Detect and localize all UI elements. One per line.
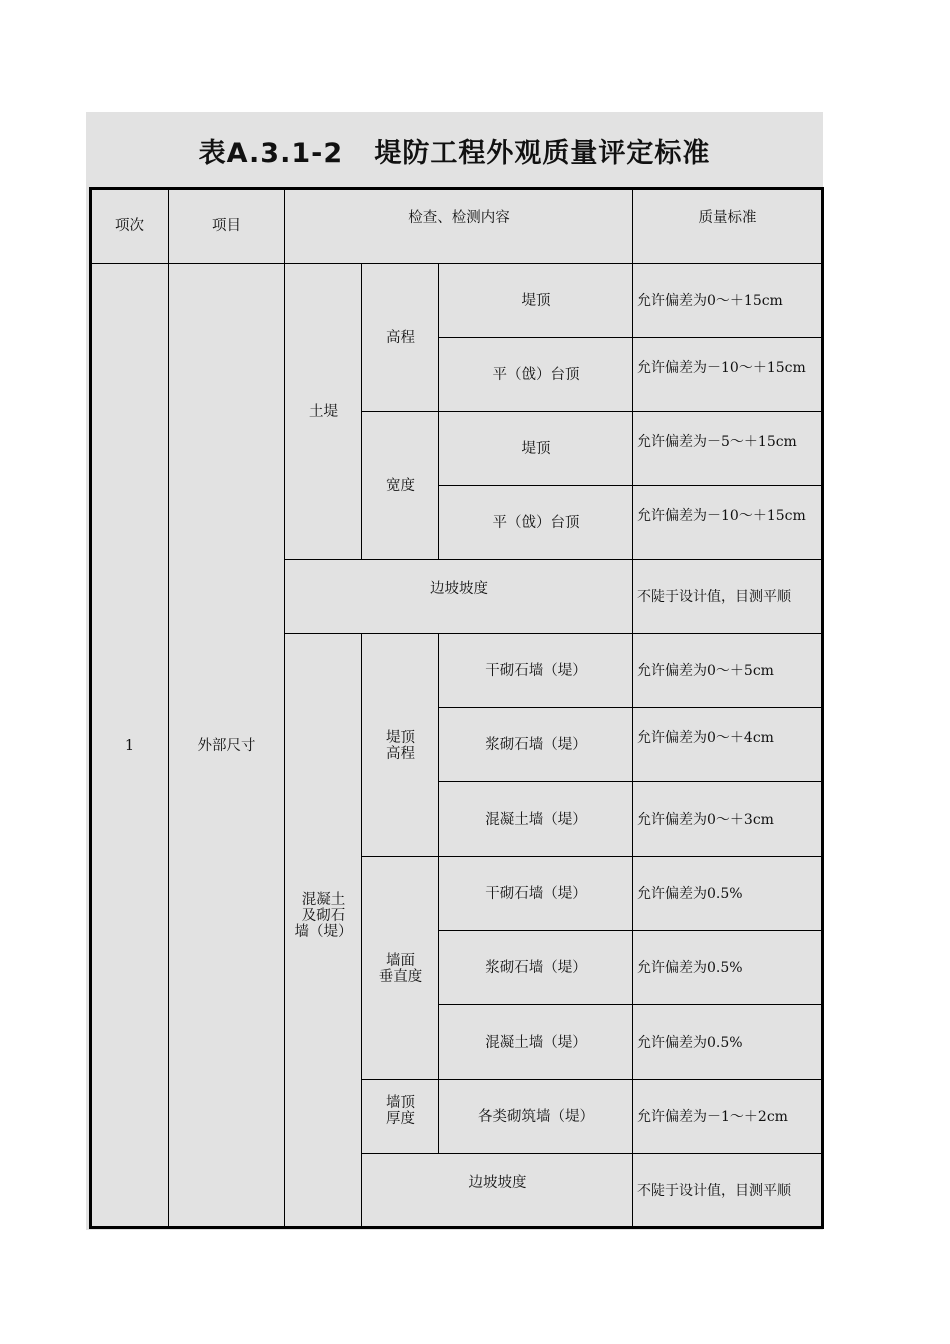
table-border-top [89,187,824,190]
subgroup-elevation: 高程 [386,330,415,346]
grid-line [362,856,822,857]
subgroup-width: 宽度 [386,478,415,494]
grid-line [438,264,439,560]
standard-cell: 允许偏差为0～＋15cm [637,293,783,309]
crest-label-line1: 堤顶 [386,729,415,746]
standard-cell: 允许偏差为－1～＋2cm [637,1109,788,1125]
grid-line [439,337,822,338]
table-border-right [821,187,824,1229]
standard-cell: 允许偏差为0.5% [637,1034,743,1051]
grid-line [284,190,285,1227]
grid-line [439,781,822,782]
subgroup-crest-thickness [362,1080,439,1154]
standard-cell: 允许偏差为－10～＋15cm [637,508,806,524]
grid-line [168,190,169,1227]
crest-label-line2: 高程 [386,745,415,762]
content-cell: 浆砌石墙（堤） [485,960,587,976]
standard-cell: 允许偏差为0～＋3cm [637,811,774,828]
standard-cell: 允许偏差为0.5% [637,960,743,976]
wall-label-line1: 混凝土 [301,892,346,908]
grid-line [439,707,822,708]
grid-line [632,190,633,1227]
standard-cell: 允许偏差为0～＋4cm [637,730,774,746]
grid-line [438,634,439,1154]
content-cell: 混凝土墙（堤） [485,1034,587,1051]
content-cell: 浆砌石墙（堤） [485,737,587,753]
standard-cell: 允许偏差为0～＋5cm [637,663,774,679]
content-cell: 堤顶 [521,293,551,309]
group-earth-embankment: 土堤 [309,404,338,420]
wall-label-line3: 墙（堤） [294,924,353,940]
item-number: 1 [124,738,135,754]
standard-cell: 允许偏差为0.5% [637,886,743,902]
content-cell: 混凝土墙（堤） [485,811,587,828]
content-cell: 平（戗）台顶 [492,515,580,531]
item-name: 外部尺寸 [197,738,256,754]
table-border-bottom [89,1226,824,1229]
page-title: 表A.3.1-2 堤防工程外观质量评定标准 [198,137,711,169]
subgroup-crest-elevation [362,634,439,857]
vert-label-line2: 垂直度 [378,968,423,985]
grid-line [439,930,822,931]
standard-cell: 不陡于设计值，目测平顺 [637,589,791,605]
vert-label-line1: 墙面 [386,952,415,969]
grid-line [285,559,822,560]
standard-cell: 允许偏差为－10～＋15cm [637,360,806,376]
grid-line [439,485,822,486]
standard-cell: 不陡于设计值，目测平顺 [637,1183,791,1199]
content-cell: 各类砌筑墙（堤） [478,1109,594,1125]
subgroup-verticality [362,857,439,1080]
content-cell: 平（戗）台顶 [492,367,580,383]
content-cell: 堤顶 [521,441,551,457]
header-col-standard: 质量标准 [698,210,757,226]
grid-line [285,633,822,634]
content-cell: 干砌石墙（堤） [485,886,587,902]
grid-line [362,1079,822,1080]
thick-label-line2: 厚度 [386,1111,415,1127]
wall-slope-label: 边坡坡度 [468,1175,527,1191]
table-border-left [89,187,92,1229]
header-col-item: 项目 [212,218,241,234]
header-col-no: 项次 [115,218,144,234]
group-wall [285,634,362,1228]
grid-line [362,1153,822,1154]
grid-line [91,263,822,264]
wall-label-line2: 及砌石 [301,908,346,924]
grid-line [439,1004,822,1005]
header-col-content: 检查、检测内容 [408,210,510,226]
grid-line [361,264,362,560]
standard-cell: 允许偏差为－5～＋15cm [637,434,797,450]
thick-label-line1: 墙顶 [386,1095,415,1111]
earth-slope-label: 边坡坡度 [430,581,488,597]
grid-line [361,634,362,1227]
grid-line [362,411,822,412]
content-cell: 干砌石墙（堤） [485,663,587,679]
